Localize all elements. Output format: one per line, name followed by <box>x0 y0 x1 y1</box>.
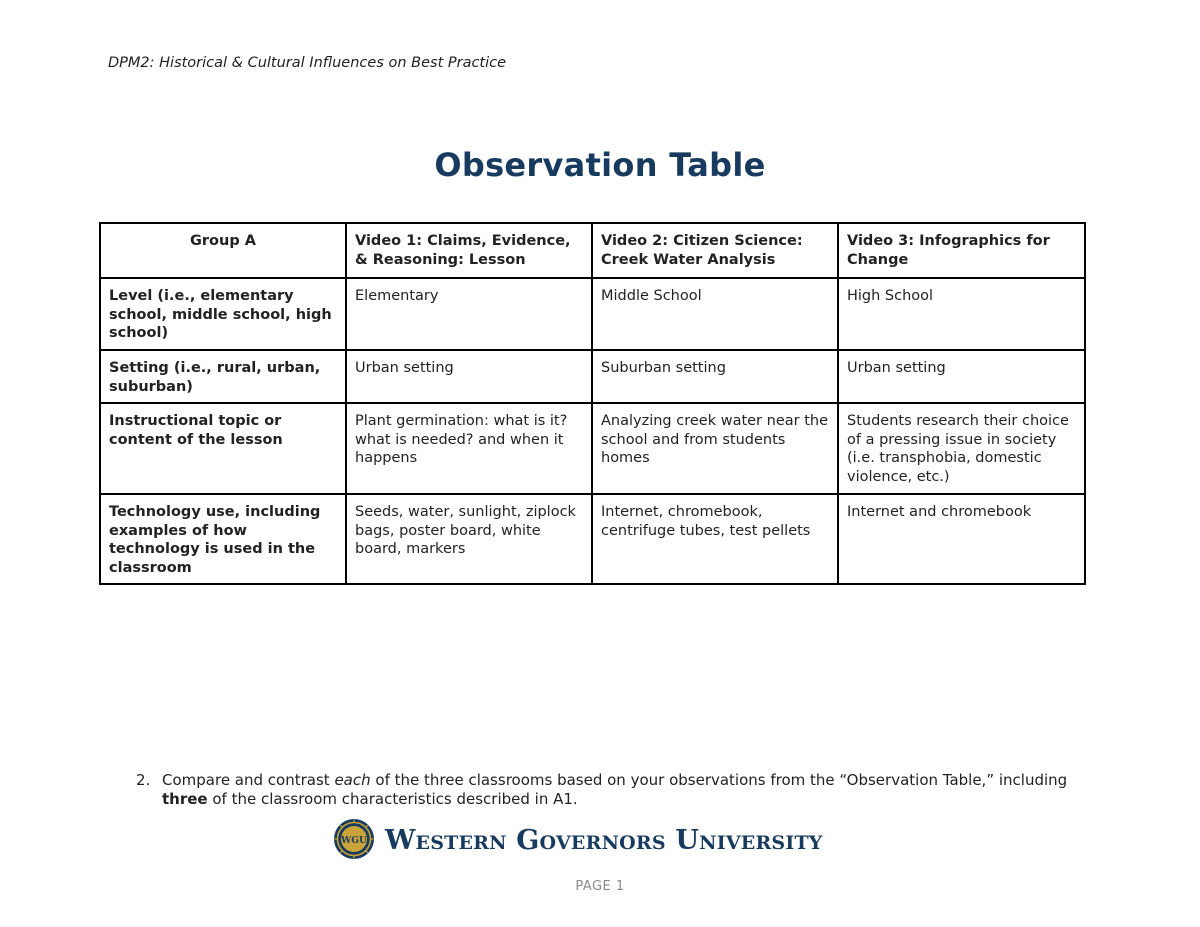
table-cell: Urban setting <box>346 350 592 403</box>
seal-monogram: WGU <box>341 836 367 846</box>
table-cell: High School <box>838 278 1085 350</box>
column-header-video-2: Video 2: Citizen Science: Creek Water Analysis <box>592 223 838 278</box>
question-strong: three <box>162 790 208 808</box>
question-number: 2. <box>136 771 151 789</box>
row-label-level: Level (i.e., elementary school, middle school, high school) <box>100 278 346 350</box>
question-text-part: of the classroom characteristics described in A1. <box>207 790 578 808</box>
table-cell: Suburban setting <box>592 350 838 403</box>
page-number: PAGE 1 <box>575 879 625 894</box>
question-text <box>162 771 1096 809</box>
row-label-topic: Instructional topic or content of the lesson <box>100 403 346 494</box>
table-cell: Students research their choice of a pressing issue in society (i.e. transphobia, domestic violence, etc.) <box>838 403 1085 494</box>
question-emphasis: each <box>334 771 371 789</box>
table-cell: Internet, chromebook, centrifuge tubes, test pellets <box>592 494 838 584</box>
table-row-level <box>100 278 1085 350</box>
table-header-row <box>100 223 1085 278</box>
table-cell: Internet and chromebook <box>838 494 1085 584</box>
table-row-topic <box>100 403 1085 494</box>
table-cell: Elementary <box>346 278 592 350</box>
question-text-part: of the three classrooms based on your observations from the “Observation Table,” including <box>370 771 1068 789</box>
table-cell: Seeds, water, sunlight, ziplock bags, poster board, white board, markers <box>346 494 592 584</box>
table-cell: Plant germination: what is it? what is needed? and when it happens <box>346 403 592 494</box>
column-header-video-3: Video 3: Infographics for Change <box>838 223 1085 278</box>
page-title: Observation Table <box>434 146 766 184</box>
wgu-logo <box>333 818 853 862</box>
row-label-technology: Technology use, including examples of how technology is used in the classroom <box>100 494 346 584</box>
column-header-group: Group A <box>100 223 346 278</box>
table-row-setting <box>100 350 1085 403</box>
row-label-setting: Setting (i.e., rural, urban, suburban) <box>100 350 346 403</box>
table-cell: Analyzing creek water near the school and from students homes <box>592 403 838 494</box>
table-cell: Middle School <box>592 278 838 350</box>
table-row-technology <box>100 494 1085 584</box>
wgu-seal-icon <box>333 818 375 860</box>
question-2 <box>136 771 1096 809</box>
column-header-video-1: Video 1: Claims, Evidence, & Reasoning: Lesson <box>346 223 592 278</box>
table-cell: Urban setting <box>838 350 1085 403</box>
wgu-wordmark: Western Governors University <box>385 825 823 856</box>
question-text-part: Compare and contrast <box>162 771 335 789</box>
observation-table <box>99 222 1086 585</box>
document-header: DPM2: Historical & Cultural Influences on Best Practice <box>108 55 507 71</box>
